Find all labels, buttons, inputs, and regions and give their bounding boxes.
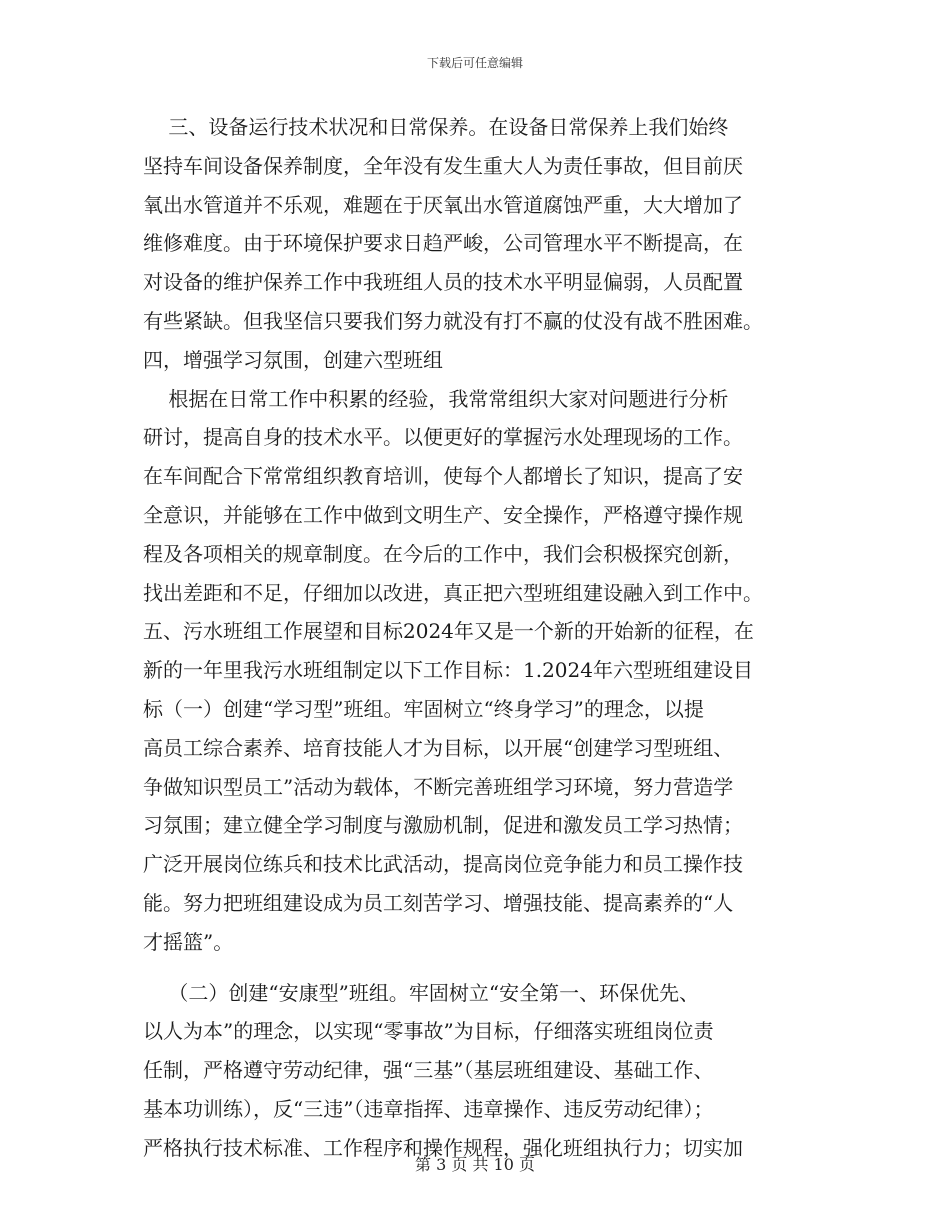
text-line: 标（一）创建“学习型”班组。牢固树立“终身学习”的理念，以提: [143, 696, 704, 721]
text-line: 研讨，提高自身的技术水平。以便更好的掌握污水处理现场的工作。: [143, 425, 743, 450]
text-line: （二）创建“安康型”班组。牢固树立“安全第一、环保优先、: [143, 980, 700, 1005]
text-line: 任制，严格遵守劳动纪律，强“三基”（基层班组建设、基础工作、: [143, 1058, 714, 1083]
text-line: 程及各项相关的规章制度。在今后的工作中，我们会积极探究创新，: [143, 541, 743, 566]
text-line: 坚持车间设备保养制度，全年没有发生重大人为责任事故，但目前厌: [143, 153, 743, 178]
document-body: [143, 108, 809, 1168]
text-line: 五、污水班组工作展望和目标2024年又是一个新的开始新的征程，在: [143, 619, 754, 644]
text-line: 广泛开展岗位练兵和技术比武活动，提高岗位竞争能力和员工操作技: [143, 852, 743, 877]
text-line: 能。努力把班组建设成为员工刻苦学习、增强技能、提高素养的“人: [143, 890, 734, 915]
paragraph-gap: [143, 962, 809, 974]
text-line: 争做知识型员工”活动为载体，不断完善班组学习环境，努力营造学: [143, 774, 734, 799]
text-line: 习氛围；建立健全学习制度与激励机制，促进和激发员工学习热情；: [143, 813, 743, 838]
text-line: 以人为本”的理念，以实现“零事故”为目标，仔细落实班组岗位责: [143, 1019, 714, 1044]
text-line: 高员工综合素养、培育技能人才为目标，以开展“创建学习型班组、: [143, 735, 734, 760]
text-line: 在车间配合下常常组织教育培训，使每个人都增长了知识，提高了安: [143, 464, 743, 489]
section-heading: 四，增强学习氛围，创建六型班组: [143, 347, 443, 372]
text-line: 才摇篮”。: [143, 929, 234, 954]
text-line: 基本功训练），反“三违”（违章指挥、违章操作、违反劳动纪律）；: [143, 1096, 714, 1121]
text-line: 对设备的维护保养工作中我班组人员的技术水平明显偏弱，人员配置: [143, 270, 743, 295]
text-line: 找出差距和不足，仔细加以改进，真正把六型班组建设融入到工作中。: [143, 580, 763, 605]
text-line: 氧出水管道并不乐观，难题在于厌氧出水管道腐蚀严重，大大增加了: [143, 192, 743, 217]
text-line: 有些紧缺。但我坚信只要我们努力就没有打不赢的仗没有战不胜困难。: [143, 308, 763, 333]
page-footer: 第 3 页 共 10 页: [415, 1155, 535, 1174]
text-line: 全意识，并能够在工作中做到文明生产、安全操作，严格遵守操作规: [143, 502, 743, 527]
text-line: 三、设备运行技术状况和日常保养。在设备日常保养上我们始终: [143, 115, 729, 139]
text-line: 维修难度。由于环境保护要求日趋严峻，公司管理水平不断提高，在: [143, 231, 743, 256]
page-header: 下载后可任意编辑: [426, 56, 523, 70]
text-line: 严格执行技术标准、工作程序和操作规程，强化班组执行力；切实加: [143, 1135, 743, 1160]
text-line: 新的一年里我污水班组制定以下工作目标：1.2024年六型班组建设目: [143, 658, 753, 683]
text-line: 根据在日常工作中积累的经验，我常常组织大家对问题进行分析: [143, 386, 729, 411]
